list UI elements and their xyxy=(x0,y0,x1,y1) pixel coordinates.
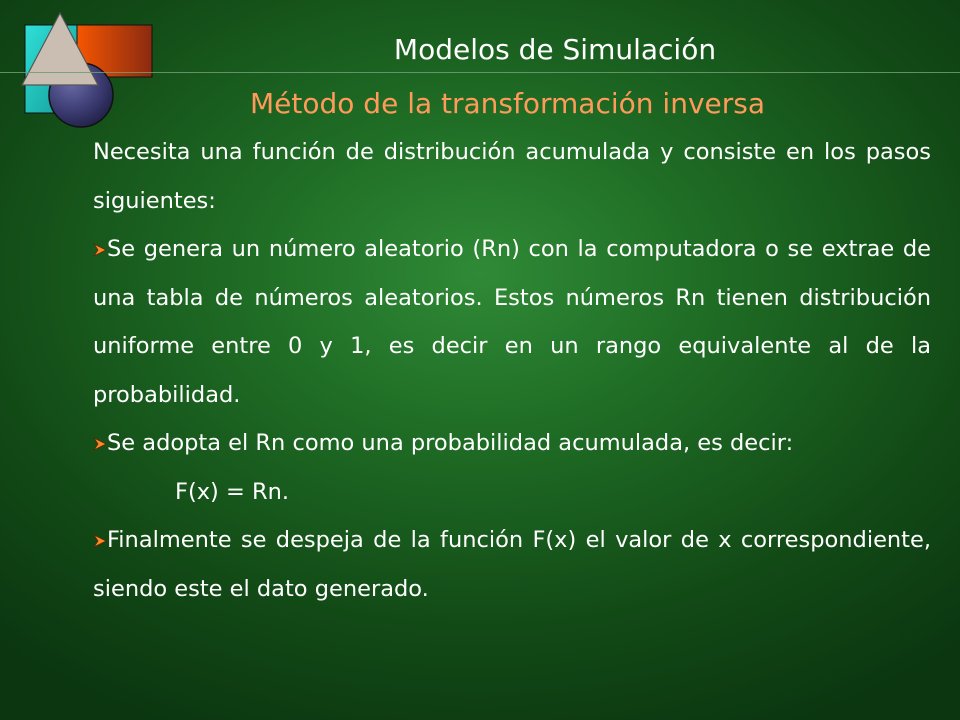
formula: F(x) = Rn. xyxy=(175,478,290,505)
page-subtitle: Método de la transformación inversa xyxy=(250,87,765,120)
arrowhead-bullet-icon xyxy=(93,437,107,451)
bullet-text: Se adopta el Rn como una probabilidad acumulada, es decir: xyxy=(107,430,794,456)
bullet-item xyxy=(93,419,931,468)
header-rule xyxy=(0,72,960,73)
slide-body xyxy=(93,128,931,613)
bullet-item xyxy=(93,225,931,419)
bullet-text: Finalmente se despeja de la función F(x) el valor de x correspondiente, siendo este el dato generado. xyxy=(93,527,931,602)
bullet-text: Se genera un número aleatorio (Rn) con la computadora o se extrae de una tabla de números aleatorios. Estos números Rn tienen distribución uniforme entre 0 y 1, es decir en un rango equivalente al de la probabilidad. xyxy=(93,236,931,408)
bullet-item xyxy=(93,516,931,613)
intro-paragraph: Necesita una función de distribución acumulada y consiste en los pasos siguientes: xyxy=(93,139,931,214)
page-title: Modelos de Simulación xyxy=(393,33,717,66)
arrowhead-bullet-icon xyxy=(93,534,107,548)
arrowhead-bullet-icon xyxy=(93,243,107,257)
